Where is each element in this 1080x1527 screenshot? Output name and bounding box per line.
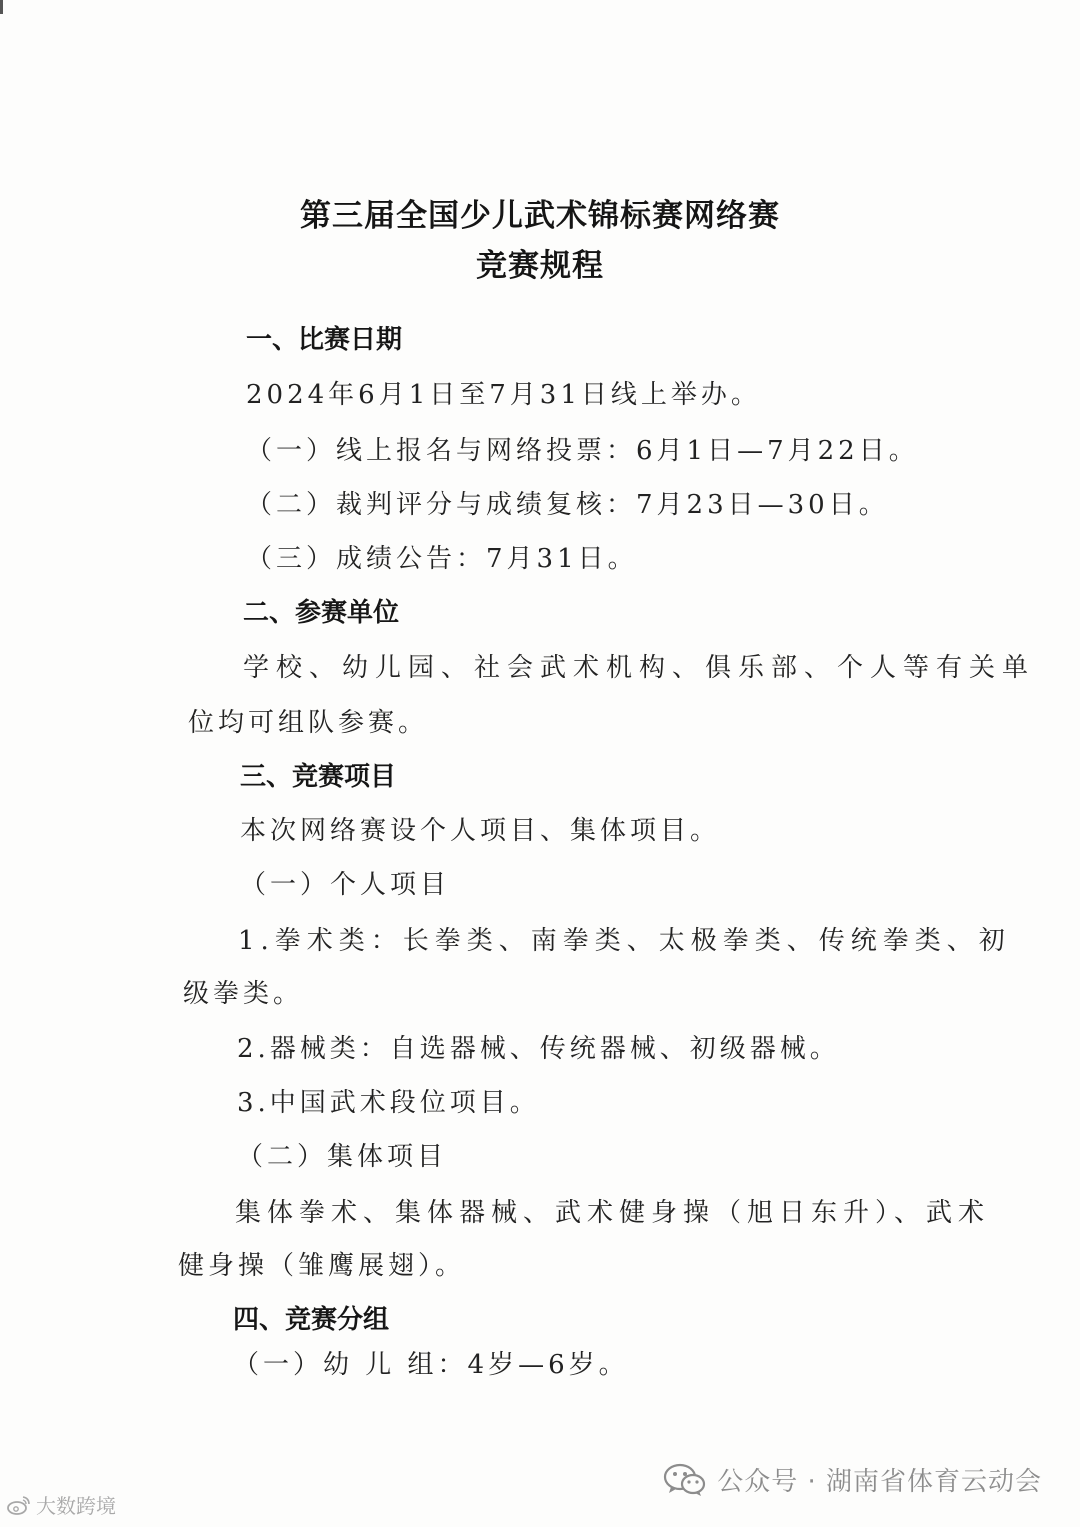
section-heading-events: 三、竞赛项目: [240, 762, 397, 792]
paragraph-line: 集体拳术、集体器械、武术健身操（旭日东升）、武术: [235, 1198, 991, 1228]
paragraph-line: 健身操（雏鹰展翅）。: [178, 1251, 466, 1281]
section-heading-date: 一、比赛日期: [246, 325, 403, 355]
section-heading-participants: 二、参赛单位: [243, 598, 400, 628]
section-heading-groups: 四、竞赛分组: [233, 1305, 390, 1335]
corner-watermark: [6, 1490, 116, 1519]
paragraph-line: 位均可组队参赛。: [188, 708, 429, 738]
weibo-icon: [6, 1494, 32, 1516]
paragraph-line: （一）幼 儿 组：4岁—6岁。: [233, 1350, 629, 1380]
paragraph-line: 2.器械类：自选器械、传统器械、初级器械。: [237, 1034, 840, 1064]
wechat-icon: [663, 1462, 707, 1498]
corner-watermark-text: 大数跨境: [36, 1494, 116, 1518]
paragraph-line: （一）线上报名与网络投票：6月1日—7月22日。: [246, 436, 919, 466]
paragraph-line: 级拳类。: [183, 979, 304, 1009]
paragraph-line: 本次网络赛设个人项目、集体项目。: [240, 816, 721, 846]
paragraph-line: 学校、幼儿园、社会武术机构、俱乐部、个人等有关单: [243, 653, 1036, 683]
paragraph-line: （一）个人项目: [240, 870, 451, 900]
document-title-line2: 竞赛规程: [476, 248, 604, 284]
paragraph-line: （二）裁判评分与成绩复核：7月23日—30日。: [246, 490, 889, 520]
scan-mark: [0, 0, 3, 14]
account-watermark-text: 公众号 · 湖南省体育云动会: [717, 1467, 1042, 1497]
account-watermark: [663, 1461, 1042, 1498]
paragraph-line: 1.拳术类：长拳类、南拳类、太极拳类、传统拳类、初: [238, 926, 1011, 956]
paragraph-line: （二）集体项目: [237, 1142, 448, 1172]
document-title-line1: 第三届全国少儿武术锦标赛网络赛: [300, 198, 780, 234]
paragraph-line: 2024年6月1日至7月31日线上举办。: [246, 380, 761, 410]
paragraph-line: 3.中国武术段位项目。: [237, 1088, 540, 1118]
paragraph-line: （三）成绩公告：7月31日。: [246, 544, 638, 574]
